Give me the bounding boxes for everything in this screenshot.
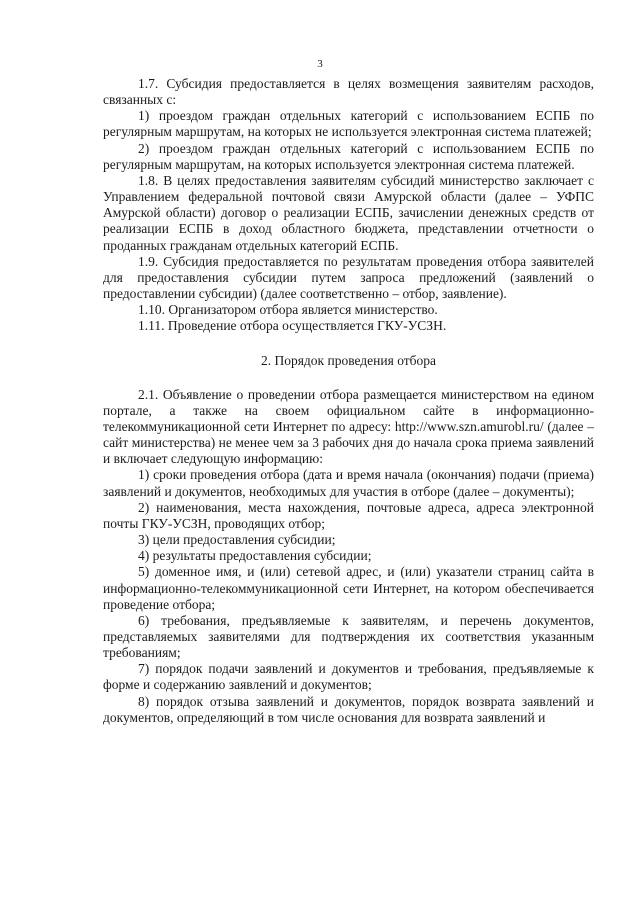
page-number: 3 (317, 58, 323, 70)
paragraph-1-9: 1.9. Субсидия предоставляется по результатам проведения отбора заявителей для предоставления субсидии путем запроса предложений (заявлений о предоставлении субсидии) (далее соответственно – отбор, заявление). (103, 253, 594, 302)
list-item-4: 4) результаты предоставления субсидии; (138, 548, 372, 564)
paragraph-1-7-item-2: 2) проездом граждан отдельных категорий с использованием ЕСПБ по регулярным маршрутам, на которых используется электронная система платежей. (103, 140, 594, 172)
list-item-5: 5) доменное имя, и (или) сетевой адрес, и (или) указатели страниц сайта в информационно-телекоммуникационной сети Интернет, на котором обеспечивается проведение отбора; (103, 564, 594, 612)
paragraph-1-7-item-1: 1) проездом граждан отдельных категорий с использованием ЕСПБ по регулярным маршрутам, на которых не используется электронная система платежей; (103, 108, 594, 140)
list-item-3: 3) цели предоставления субсидии; (138, 532, 336, 548)
section-heading: 2. Порядок проведения отбора (260, 352, 437, 368)
list-item-7: 7) порядок подачи заявлений и документов и требования, предъявляемые к форме и содержанию заявлений и документов; (103, 661, 594, 693)
paragraph-2-1: 2.1. Объявление о проведении отбора размещается министерством на едином портале, а также на своем официальном сайте в информационно-телекоммуникационной сети Интернет по адресу: http://www.szn.amurobl.ru/ (далее – сайт министерства) не менее чем за 3 рабочих дня до начала срока приема заявлений и включает следующую информацию: (103, 386, 594, 467)
paragraph-1-8: 1.8. В целях предоставления заявителям субсидий министерство заключает с Управлением федеральной почтовой связи Амурской области (далее – УФПС Амурской области) договор о реализации ЕСПБ, зачислении денежных средств от реализации ЕСПБ в доход областного бюджета, представлении отчетности о проданных гражданам отдельных категорий ЕСПБ. (103, 172, 594, 253)
paragraph-1-10: 1.10. Организатором отбора является министерство. (138, 302, 438, 318)
paragraph-1-7: 1.7. Субсидия предоставляется в целях возмещения заявителям расходов, связанных с: (103, 76, 594, 108)
list-item-1: 1) сроки проведения отбора (дата и время начала (окончания) подачи (приема) заявлений и документов, необходимых для участия в отборе (далее – документы); (103, 467, 594, 499)
document-body (103, 76, 594, 726)
list-item-6: 6) требования, предъявляемые к заявителям, и перечень документов, представляемых заявителями для подтверждения их соответствия указанным требованиям; (103, 612, 594, 661)
paragraph-1-11: 1.11. Проведение отбора осуществляется ГКУ-УСЗН. (138, 318, 447, 334)
list-item-8: 8) порядок отзыва заявлений и документов, порядок возврата заявлений и документов, определяющий в том числе основания для возврата заявлений и (103, 693, 594, 725)
list-item-2: 2) наименования, места нахождения, почтовые адреса, адреса электронной почты ГКУ-УСЗН, проводящих отбор; (103, 499, 594, 531)
